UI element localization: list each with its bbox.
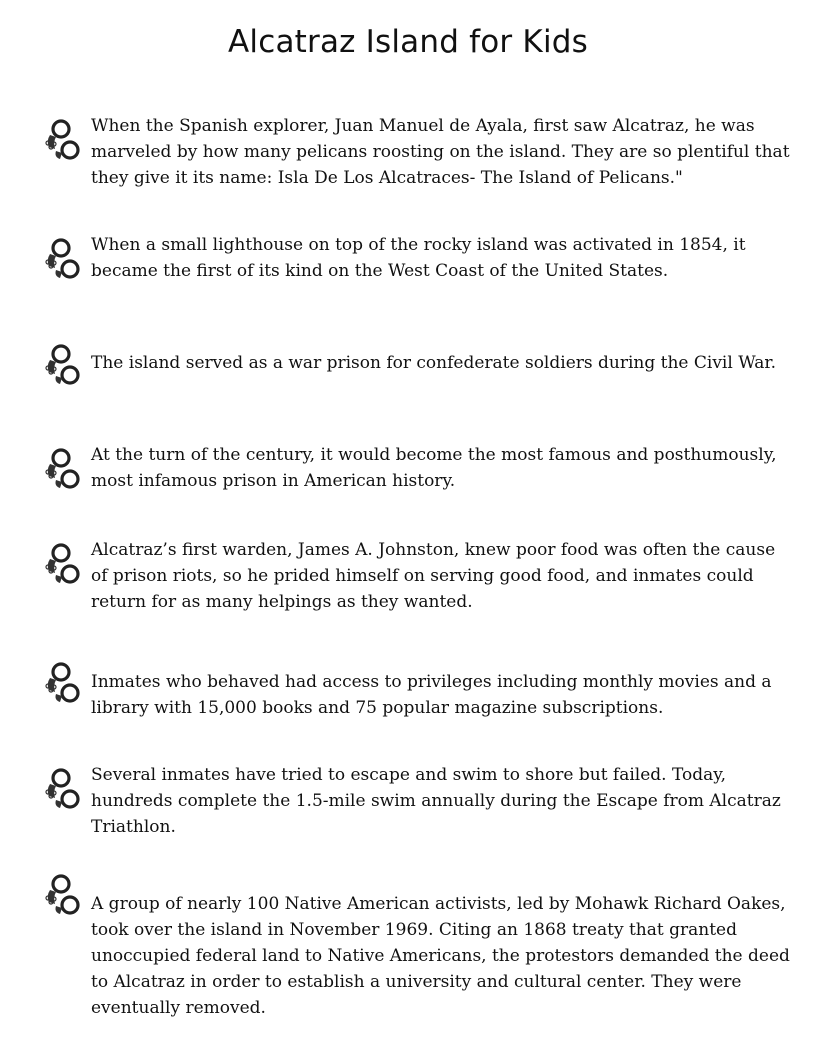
fact-text: A group of nearly 100 Native American activists, led by Mohawk Richard Oakes, took over the island in November 1969. Citing an 1868 treaty that granted unoccupied federal land to Native Americans, the protestors demanded the deed to Alcatraz in order to establish a university and cultural center. They were eventually removed. <box>91 894 790 1018</box>
fact-text: Inmates who behaved had access to privileges including monthly movies and a library with 15,000 books and 75 popular magazine subscriptions. <box>91 672 772 718</box>
fact-text: At the turn of the century, it would become the most famous and posthumously, most infamous prison in American history. <box>91 445 777 491</box>
handcuffs-icon <box>40 541 84 589</box>
handcuffs-icon <box>40 236 84 284</box>
handcuffs-icon <box>40 872 84 920</box>
handcuffs-icon <box>40 660 84 708</box>
handcuffs-icon <box>40 342 84 390</box>
fact-text: When the Spanish explorer, Juan Manuel de Ayala, first saw Alcatraz, he was marveled by how many pelicans roosting on the island. They are so plentiful that they give it its name: Isla De Los Alcatraces- The Island of Pelicans." <box>91 116 790 188</box>
page-title: Alcatraz Island for Kids <box>227 24 588 60</box>
fact-text: Alcatraz’s first warden, James A. Johnston, knew poor food was often the cause of prison riots, so he prided himself on serving good food, and inmates could return for as many helpings as they wanted. <box>91 540 776 612</box>
handcuffs-icon <box>40 766 84 814</box>
fact-text: Several inmates have tried to escape and swim to shore but failed. Today, hundreds complete the 1.5-mile swim annually during the Escape from Alcatraz Triathlon. <box>91 765 781 837</box>
fact-text: The island served as a war prison for confederate soldiers during the Civil War. <box>91 353 776 373</box>
handcuffs-icon <box>40 117 84 165</box>
fact-text: When a small lighthouse on top of the rocky island was activated in 1854, it became the first of its kind on the West Coast of the United States. <box>91 235 746 281</box>
handcuffs-icon <box>40 446 84 494</box>
